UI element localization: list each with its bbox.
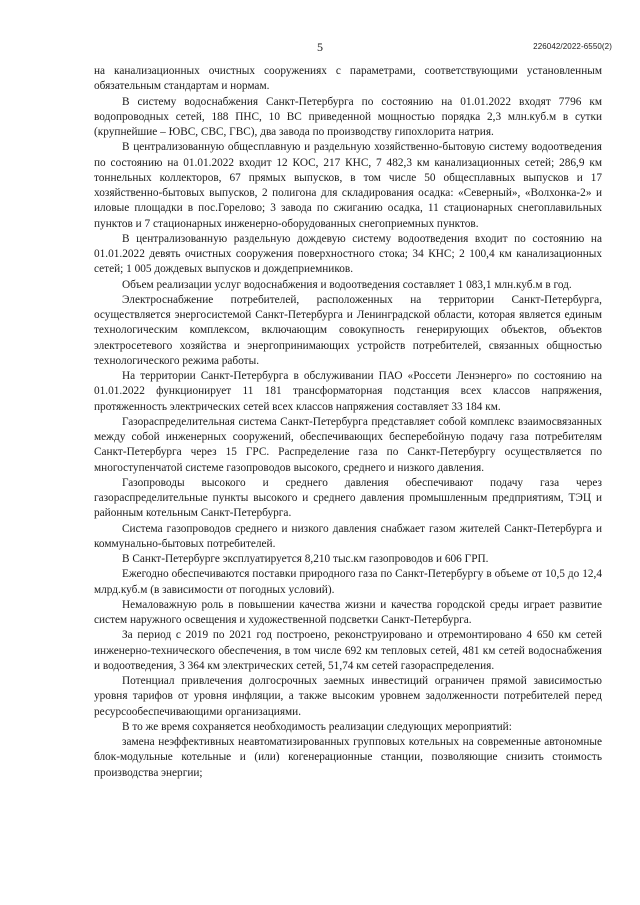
paragraph: Система газопроводов среднего и низкого давления снабжает газом жителей Санкт-Петербурга и коммунально-бытовых потребителей. <box>94 522 602 550</box>
paragraph: В систему водоснабжения Санкт-Петербурга по состоянию на 01.01.2022 входят 7796 км водопроводных сетей, 188 ПНС, 10 ВС приведенной мощностью порядка 2,3 млн.куб.м в сутки (крупнейшие – ЮВС, СВС, ГВС), два завода по производству гипохлорита натрия. <box>94 95 602 138</box>
page-number: 5 <box>317 40 323 54</box>
document-code: 226042/2022-6550(2) <box>533 42 612 51</box>
paragraph: На территории Санкт-Петербурга в обслуживании ПАО «Россети Ленэнерго» по состоянию на 01.01.2022 функционирует 11 181 трансформаторная подстанция всех классов напряжения, протяженность электрических сетей всех классов напряжения составляет 33 184 км. <box>94 370 602 413</box>
paragraph: Газопроводы высокого и среднего давления обеспечивают подачу газа через газораспределительные пункты высокого и среднего давления промышленным предприятиям, ТЭЦ и районным котельным Санкт-Петербурга. <box>94 476 602 520</box>
paragraph: Немаловажную роль в повышении качества жизни и качества городской среды играет развитие систем наружного освещения и художественной подсветки Санкт-Петербурга. <box>94 598 602 626</box>
paragraph: В централизованную раздельную дождевую систему водоотведения входит по состоянию на 01.01.2022 девять очистных сооружения поверхностного стока; 34 КНС; 2 100,4 км канализационных сетей; 1 005 дождевых выпусков и дождеприемников. <box>94 232 602 276</box>
paragraph: Газораспределительная система Санкт-Петербурга представляет собой комплекс взаимосвязанных между собой инженерных сооружений, обеспечивающих бесперебойную подачу газа потребителям Санкт-Петербурга через 15 ГРС. Распределение газа по Санкт-Петербургу осуществляется по многоступенчатой системе газопроводов высокого, среднего и низкого давления. <box>94 415 602 474</box>
paragraph: В централизованную общесплавную и раздельную хозяйственно-бытовую систему водоотведения по состоянию на 01.01.2022 входит 12 КОС, 217 КНС, 7 482,3 км канализационных сетей; 286,9 км тоннельных коллекторов, 67 прямых выпусков, в том числе 50 общесплавных выпусков и 17 хозяйственно-бытовых выпусков, 2 полигона для складирования осадка: «Северный», «Волхонка-2» и иловые площадки в пос.Горелово; 3 завода по сжиганию осадка, 11 стационарных снегоплавильных пунктов и 7 стационарных инженерно-оборудованных снегоприемных пунктов. <box>94 141 602 230</box>
paragraph: Электроснабжение потребителей, расположенных на территории Санкт-Петербурга, осуществляется энергосистемой Санкт-Петербурга и Ленинградской области, которая является единым технологическим комплексом, включающим совокупность генерирующих объектов, объектов электросетевого хозяйства и энергопринимающих устройств потребителей, связанных общностью технологического режима работы. <box>94 293 602 367</box>
paragraph: замена неэффективных неавтоматизированных групповых котельных на современные автономные блок-модульные котельные и (или) когенерационные станции, позволяющие снизить стоимость производства энергии; <box>94 736 602 779</box>
paragraph: За период с 2019 по 2021 год построено, реконструировано и отремонтировано 4 650 км сетей инженерно-технического обеспечения, в том числе 692 км тепловых сетей, 481 км сетей водоснабжения и водоотведения, 3 364 км электрических сетей, 51,74 км сетей газораспределения. <box>94 629 602 672</box>
paragraph: Ежегодно обеспечиваются поставки природного газа по Санкт-Петербургу в объеме от 10,5 до 12,4 млрд.куб.м (в зависимости от погодных условий). <box>94 568 602 596</box>
document-body <box>94 64 602 781</box>
paragraph: на канализационных очистных сооружениях с параметрами, соответствующими установленным обязательным стандартам и нормам. <box>94 65 602 93</box>
paragraph: В то же время сохраняется необходимость реализации следующих мероприятий: <box>122 720 512 733</box>
paragraph: Потенциал привлечения долгосрочных заемных инвестиций ограничен прямой зависимостью уровня тарифов от уровня инфляции, а также высоким уровнем задолженности потребителей перед ресурсообеспечивающими организациями. <box>94 675 602 718</box>
paragraph: В Санкт-Петербурге эксплуатируется 8,210 тыс.км газопроводов и 606 ГРП. <box>122 553 489 565</box>
paragraph: Объем реализации услуг водоснабжения и водоотведения составляет 1 083,1 млн.куб.м в год. <box>122 278 572 291</box>
